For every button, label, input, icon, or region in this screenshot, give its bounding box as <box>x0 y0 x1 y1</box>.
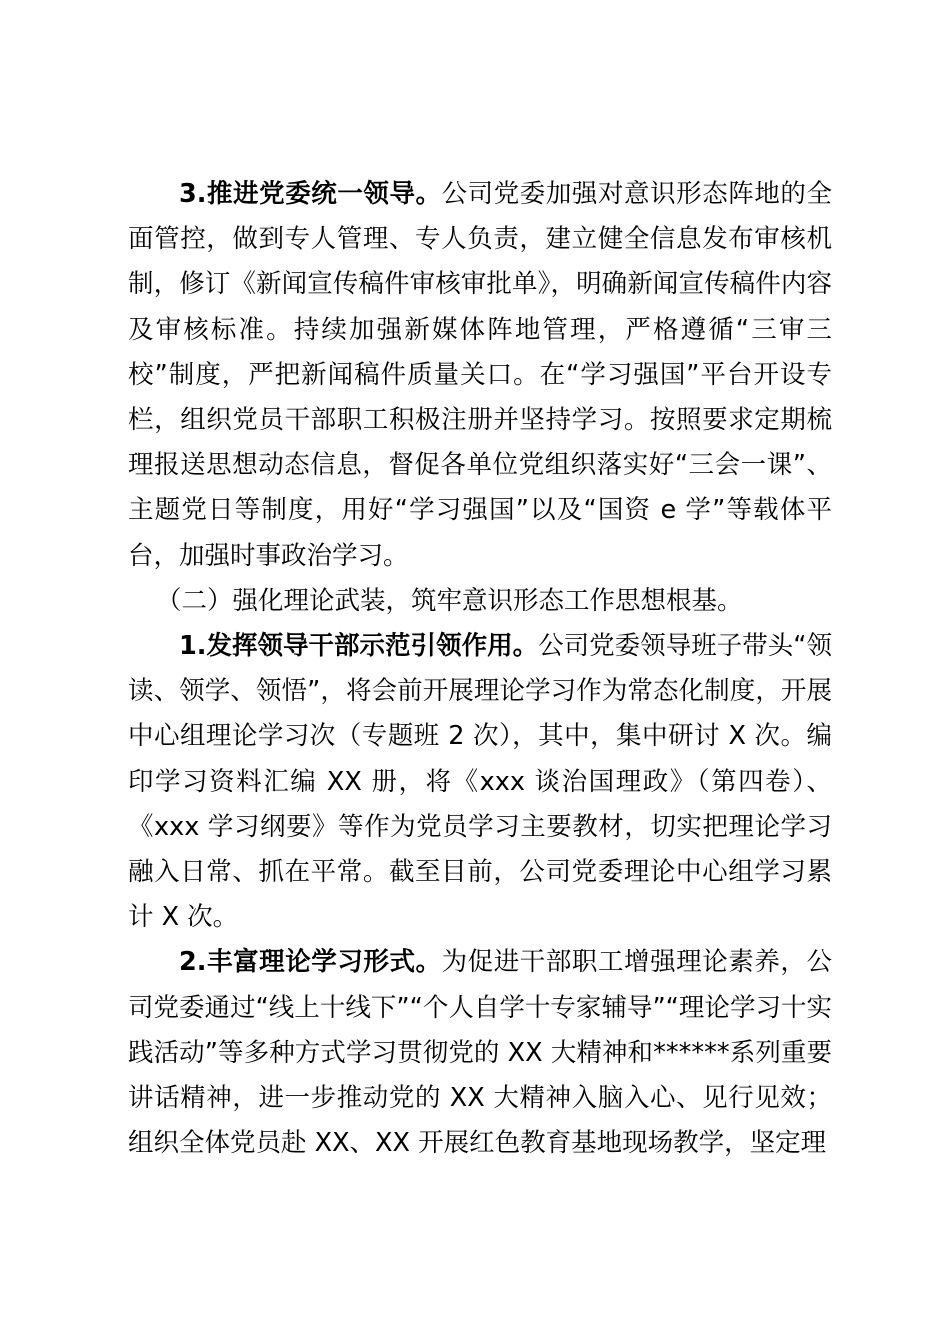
section-heading-text: （二）强化理论武装，筑牢意识形态工作思想根基。 <box>156 585 743 616</box>
paragraph-heading: 3.推进党委统一领导。 <box>179 179 442 209</box>
section-heading <box>128 579 832 624</box>
paragraph-item-1 <box>128 624 832 940</box>
paragraph-text: 为促进干部职工增强理论素养，公司党委通过“线上十线下”“个人自学十专家辅导”“理论学习十实践活动”等多种方式学习贯彻党的 XX 大精神和******系列重要讲话精神，进一步推动党的 XX 大精神入脑入心、见行见效；组织全体党员赴 XX、XX 开展红色教育基地现场教学，坚定理 <box>128 947 832 1159</box>
paragraph-text: 公司党委领导班子带头“领读、领学、领悟”，将会前开展理论学习作为常态化制度，开展中心组理论学习次（专题班 2 次），其中，集中研讨 X 次。编印学习资料汇编 XX 册，将《xxx 谈治国理政》（第四卷）、《xxx 学习纲要》等作为党员学习主要教材，切实把理论学习融入日常、抓在平常。截至目前，公司党委理论中心组学习累计 X 次。 <box>128 631 832 933</box>
paragraph-item-2 <box>128 940 832 1166</box>
document-body <box>128 172 832 1166</box>
paragraph-item-3 <box>128 172 832 579</box>
paragraph-heading: 2.丰富理论学习形式。 <box>179 947 442 978</box>
paragraph-text: 公司党委加强对意识形态阵地的全面管控，做到专人管理、专人负责，建立健全信息发布审核机制，修订《新闻宣传稿件审核审批单》，明确新闻宣传稿件内容及审核标准。持续加强新媒体阵地管理，严格遵循“三审三校”制度，严把新闻稿件质量关口。在“学习强国”平台开设专栏，组织党员干部职工积极注册并坚持学习。按照要求定期梳理报送思想动态信息，督促各单位党组织落实好“三会一课”、主题党日等制度，用好“学习强国”以及“国资 e 学”等载体平台，加强时事政治学习。 <box>128 179 832 571</box>
paragraph-heading: 1.发挥领导干部示范引领作用。 <box>179 631 539 662</box>
